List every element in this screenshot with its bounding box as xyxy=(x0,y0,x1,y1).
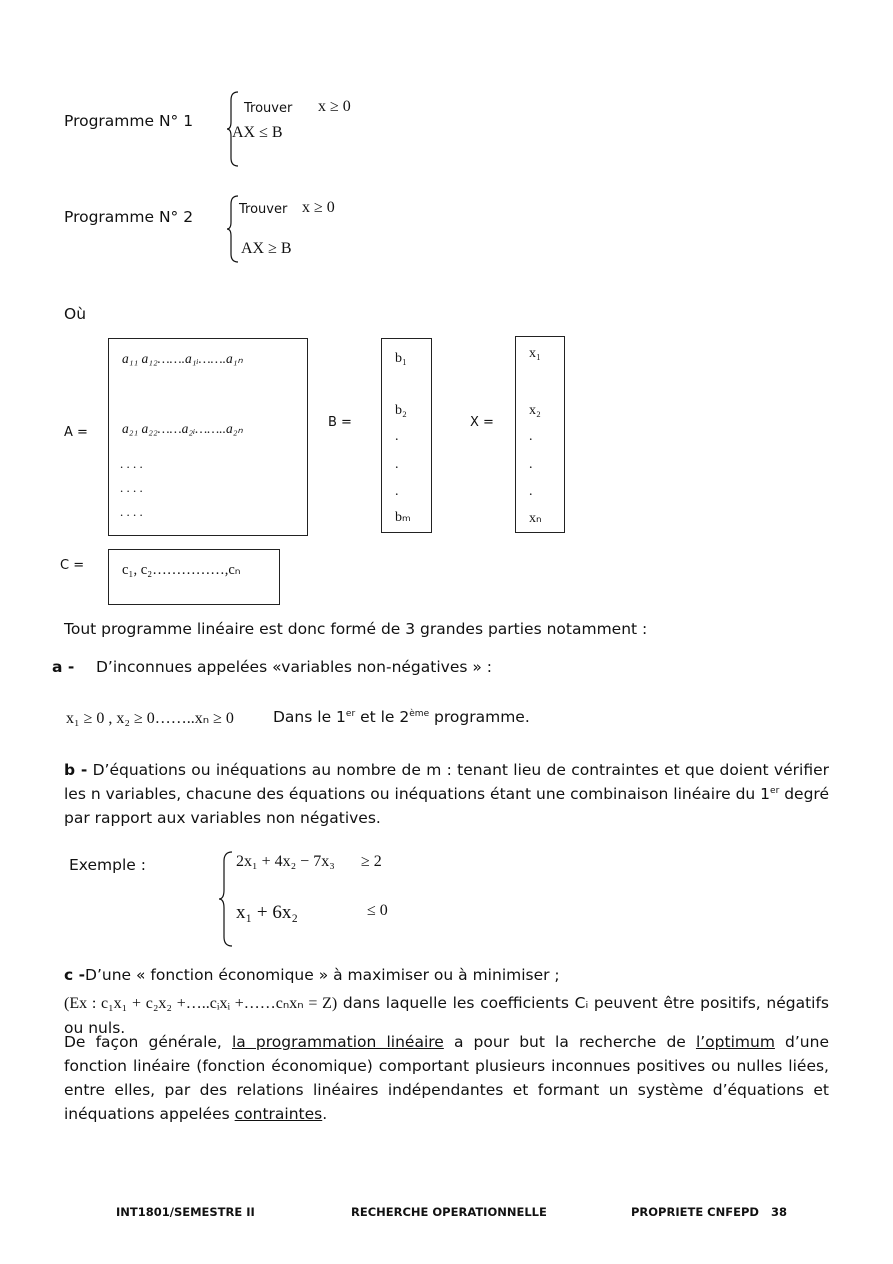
matrix-a-label: A = xyxy=(64,425,88,440)
matrix-x-item: . xyxy=(529,484,533,499)
matrix-x-item: x₁ xyxy=(529,346,541,361)
matrix-b-label: B = xyxy=(328,415,352,430)
programme-2-constraint-ax: AX ≥ B xyxy=(241,240,292,257)
item-c-paragraph: (Ex : c₁x₁ + c₂x₂ +…..cᵢxᵢ +……cₙxₙ = Z) dans laquelle les coefficients Cᵢ peuvent être positifs, négatifs ou nuls. xyxy=(64,994,829,1037)
item-a-note: Dans le 1er et le 2ème programme. xyxy=(273,708,530,726)
item-c-heading: c -D’une « fonction économique » à maximiser ou à minimiser ; xyxy=(64,966,560,984)
programme-2-constraint-x: x ≥ 0 xyxy=(302,199,335,216)
matrix-b-item: bₘ xyxy=(395,510,411,525)
ou-label: Où xyxy=(64,305,87,323)
matrix-x-box xyxy=(515,336,565,533)
matrix-b-item: b₁ xyxy=(395,351,407,366)
matrix-c-box xyxy=(108,549,280,605)
example-equation-2-lhs: x₁ + 6x₂ xyxy=(236,902,298,923)
matrix-a-dots-3: . . . . xyxy=(120,504,143,519)
programme-1-constraint-ax: AX ≤ B xyxy=(232,124,283,141)
programme-2-brace xyxy=(226,194,240,264)
matrix-a-dots-2: . . . . xyxy=(120,480,143,495)
item-a-math: x₁ ≥ 0 , x₂ ≥ 0……..xₙ ≥ 0 xyxy=(66,710,234,727)
matrix-a-row-1: a₁₁ a₁₂…….a₁ᵢ…….a₁ₙ xyxy=(122,351,243,366)
intro-text: Tout programme linéaire est donc formé de 3 grandes parties notamment : xyxy=(64,620,648,638)
matrix-a-row-2: a₂₁ a₂₂……a₂ᵢ……..a₂ₙ xyxy=(122,421,243,436)
matrix-b-item: . xyxy=(395,429,399,444)
matrix-c-label: C = xyxy=(60,558,85,573)
item-a-text: D’inconnues appelées «variables non-négatives » : xyxy=(96,658,492,676)
item-b-paragraph: b - D’équations ou inéquations au nombre de m : tenant lieu de contraintes et que doient vérifier les n variables, chacune des équations ou inéquations étant une combinaison linéaire du 1er degré par rapport aux variables non négatives. xyxy=(64,761,829,827)
example-label: Exemple : xyxy=(69,856,146,874)
matrix-b-item: . xyxy=(395,457,399,472)
matrix-a-dots-1: . . . . xyxy=(120,456,143,471)
footer-course-code: INT1801/SEMESTRE II xyxy=(116,1205,255,1219)
footer-owner: PROPRIETE CNFEPD xyxy=(631,1205,759,1219)
matrix-b-item: . xyxy=(395,484,399,499)
general-paragraph: De façon générale, la programmation linéaire a pour but la recherche de l’optimum d’une fonction linéaire (fonction économique) comportant plusieurs inconnues positives ou nulles liées, entre elles, par des relations linéaires indépendantes et formant un système d’équations et inéquations appelées contraintes. xyxy=(64,1033,829,1123)
programme-1-label: Programme N° 1 xyxy=(64,112,194,130)
matrix-x-item: x₂ xyxy=(529,403,541,418)
example-equation-2-rhs: ≤ 0 xyxy=(367,902,388,919)
programme-2-find-word: Trouver xyxy=(239,202,288,217)
example-equation-1-lhs: 2x₁ + 4x₂ − 7x₃ xyxy=(236,853,335,870)
matrix-x-item: . xyxy=(529,457,533,472)
matrix-c-row: c₁, c₂……………,cₙ xyxy=(122,562,241,578)
matrix-b-box xyxy=(381,338,432,533)
matrix-a-box xyxy=(108,338,308,536)
example-equation-1-rhs: ≥ 2 xyxy=(361,853,382,870)
footer-page-number: 38 xyxy=(771,1205,788,1219)
programme-1-constraint-x: x ≥ 0 xyxy=(318,98,351,115)
matrix-x-item: . xyxy=(529,429,533,444)
matrix-b-item: b₂ xyxy=(395,403,407,418)
programme-1-find-word: Trouver xyxy=(244,101,293,116)
example-brace xyxy=(218,850,234,948)
programme-2-label: Programme N° 2 xyxy=(64,208,194,226)
item-a-marker: a - xyxy=(52,658,75,676)
matrix-x-item: xₙ xyxy=(529,511,542,526)
footer-course-title: RECHERCHE OPERATIONNELLE xyxy=(351,1205,547,1219)
matrix-x-label: X = xyxy=(470,415,494,430)
